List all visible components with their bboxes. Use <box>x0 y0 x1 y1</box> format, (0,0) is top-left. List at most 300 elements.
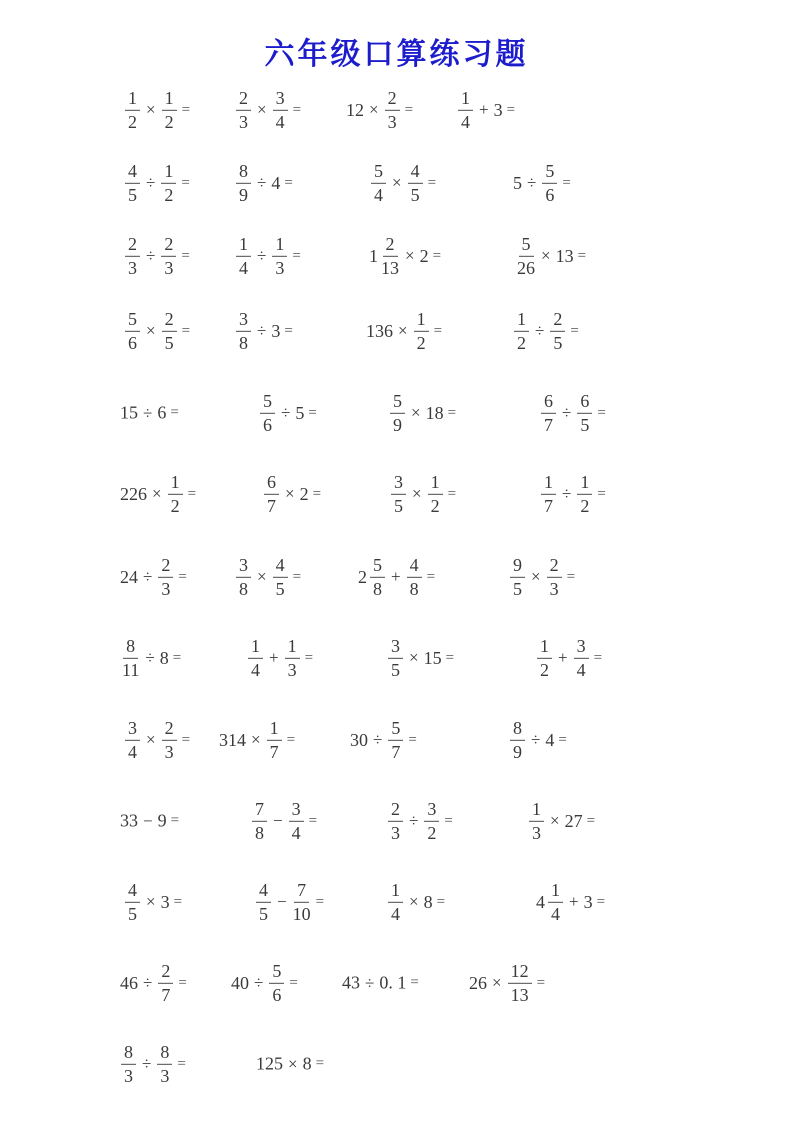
math-problem <box>234 88 301 132</box>
multiply-operator: × <box>531 567 541 586</box>
math-problem <box>389 472 456 516</box>
numerator: 5 <box>390 391 405 414</box>
math-problem <box>234 309 293 353</box>
math-problem <box>230 961 298 1005</box>
denominator: 4 <box>275 111 285 132</box>
equals-sign: = <box>597 404 606 421</box>
divide-operator: ÷ <box>409 811 419 830</box>
equals-sign: = <box>284 174 293 191</box>
number: 5 <box>513 172 522 193</box>
fraction <box>158 961 173 1005</box>
equals-sign: = <box>312 485 322 502</box>
math-problem <box>456 88 515 132</box>
number: 46 <box>120 972 138 993</box>
numerator: 6 <box>264 472 279 495</box>
math-problem <box>250 799 317 843</box>
numerator: 5 <box>388 718 403 741</box>
numerator: 4 <box>408 161 423 184</box>
multiply-operator: × <box>392 173 402 192</box>
divide-operator: ÷ <box>373 730 383 749</box>
numerator: 1 <box>236 234 251 257</box>
equals-sign: = <box>506 101 516 118</box>
multiply-operator: × <box>251 730 261 749</box>
equals-sign: = <box>432 247 442 264</box>
fraction <box>414 309 429 353</box>
equals-sign: = <box>562 174 571 191</box>
equals-sign: = <box>447 485 457 502</box>
equals-sign: = <box>577 247 587 264</box>
numerator: 1 <box>285 636 300 659</box>
number: 27 <box>564 810 583 831</box>
fraction <box>121 1042 136 1086</box>
divide-operator: ÷ <box>562 403 572 422</box>
equals-sign: = <box>177 1055 186 1072</box>
math-problem <box>119 555 187 599</box>
denominator: 5 <box>580 414 590 435</box>
denominator: 4 <box>251 659 260 680</box>
math-problem <box>123 718 190 762</box>
numerator: 2 <box>547 555 562 578</box>
numerator: 2 <box>162 718 177 741</box>
math-problem <box>535 880 605 924</box>
numerator: 1 <box>388 880 403 903</box>
equals-sign: = <box>172 649 182 666</box>
numerator: 1 <box>514 309 529 332</box>
numerator: 4 <box>256 880 271 903</box>
equals-sign: = <box>315 1055 325 1072</box>
denominator: 13 <box>381 257 399 278</box>
fraction <box>236 234 251 278</box>
plus-operator: + <box>391 567 401 586</box>
denominator: 6 <box>263 414 272 435</box>
number: 2 <box>299 483 309 504</box>
fraction <box>510 555 525 599</box>
fraction <box>236 309 251 353</box>
plus-operator: + <box>269 648 279 667</box>
denominator: 5 <box>513 578 522 599</box>
fraction <box>388 636 403 680</box>
numerator: 12 <box>508 961 532 984</box>
fraction <box>273 88 288 132</box>
fraction <box>272 234 287 278</box>
fraction <box>388 718 403 762</box>
denominator: 8 <box>255 822 264 843</box>
numerator: 1 <box>529 799 544 822</box>
denominator: 10 <box>292 903 311 924</box>
equals-sign: = <box>433 322 443 339</box>
denominator: 13 <box>510 984 529 1005</box>
fraction <box>428 472 443 516</box>
multiply-operator: × <box>152 484 162 503</box>
denominator: 3 <box>549 578 559 599</box>
numerator: 8 <box>236 161 251 184</box>
multiply-operator: × <box>369 100 379 119</box>
number: 3 <box>160 891 170 912</box>
equals-sign: = <box>170 812 180 829</box>
number: 15 <box>120 402 138 423</box>
denominator: 5 <box>128 903 137 924</box>
numerator: 3 <box>236 555 251 578</box>
math-problem <box>369 161 436 205</box>
denominator: 9 <box>513 741 522 762</box>
numerator: 8 <box>157 1042 172 1065</box>
numerator: 6 <box>577 391 592 414</box>
divide-operator: ÷ <box>281 403 291 422</box>
number: 226 <box>120 483 147 504</box>
fraction <box>285 636 300 680</box>
multiply-operator: × <box>146 100 156 119</box>
math-problem <box>508 555 575 599</box>
denominator: 5 <box>410 184 420 205</box>
numerator: 4 <box>273 555 288 578</box>
denominator: 3 <box>164 741 174 762</box>
numerator: 5 <box>269 961 284 984</box>
denominator: 3 <box>164 257 174 278</box>
fraction <box>161 161 176 205</box>
numerator: 1 <box>248 636 263 659</box>
denominator: 5 <box>391 659 400 680</box>
fraction <box>371 161 386 205</box>
number: 33 <box>120 810 138 831</box>
divide-operator: ÷ <box>143 973 153 992</box>
multiply-operator: × <box>146 730 156 749</box>
divide-operator: ÷ <box>535 321 545 340</box>
numerator: 1 <box>541 472 556 495</box>
denominator: 3 <box>387 111 397 132</box>
denominator: 4 <box>391 903 400 924</box>
fraction <box>125 161 140 205</box>
denominator: 4 <box>461 111 470 132</box>
worksheet-title: 六年级口算练习题 <box>264 38 529 71</box>
numerator: 3 <box>289 799 304 822</box>
denominator: 5 <box>128 184 137 205</box>
number: 40 <box>231 972 249 993</box>
fraction <box>267 718 282 762</box>
fraction <box>574 636 589 680</box>
numerator: 1 <box>162 88 177 111</box>
fraction <box>542 161 557 205</box>
fraction <box>236 555 251 599</box>
numerator: 1 <box>537 636 552 659</box>
equals-sign: = <box>536 974 546 991</box>
denominator: 26 <box>517 257 535 278</box>
numerator: 2 <box>158 555 173 578</box>
math-problem <box>119 961 187 1005</box>
equals-sign: = <box>289 974 298 991</box>
fraction <box>548 880 563 924</box>
fraction <box>550 309 565 353</box>
denominator: 3 <box>239 111 248 132</box>
equals-sign: = <box>410 974 419 991</box>
math-problem <box>246 636 313 680</box>
mixed-number <box>535 880 565 924</box>
equals-sign: = <box>315 893 325 910</box>
divide-operator: ÷ <box>143 403 153 422</box>
equals-sign: = <box>596 893 606 910</box>
equals-sign: = <box>436 893 446 910</box>
fraction <box>289 799 304 843</box>
denominator: 5 <box>275 578 285 599</box>
math-problem <box>349 718 417 762</box>
divide-operator: ÷ <box>143 567 153 586</box>
fraction <box>514 309 529 353</box>
number: 4 <box>545 729 555 750</box>
math-problem <box>388 391 456 435</box>
denominator: 4 <box>374 184 383 205</box>
math-problem <box>539 391 606 435</box>
fraction <box>252 799 267 843</box>
fraction <box>236 88 251 132</box>
multiply-operator: × <box>405 246 415 265</box>
whole-number: 2 <box>358 566 367 587</box>
minus-operator: − <box>143 811 153 830</box>
equals-sign: = <box>292 101 302 118</box>
fraction <box>391 472 406 516</box>
denominator: 3 <box>532 822 541 843</box>
math-problem <box>123 161 190 205</box>
equals-sign: = <box>427 174 437 191</box>
fraction <box>385 88 400 132</box>
denominator: 2 <box>170 495 180 516</box>
denominator: 2 <box>540 659 549 680</box>
equals-sign: = <box>292 568 302 585</box>
divide-operator: ÷ <box>257 321 267 340</box>
fraction <box>125 234 140 278</box>
denominator: 3 <box>160 1065 170 1086</box>
multiply-operator: × <box>146 892 156 911</box>
denominator: 4 <box>551 903 560 924</box>
numerator: 3 <box>125 718 140 741</box>
fraction <box>157 1042 172 1086</box>
numerator: 6 <box>541 391 556 414</box>
math-problem <box>262 472 321 516</box>
math-problem <box>539 472 606 516</box>
divide-operator: ÷ <box>527 173 537 192</box>
math-problem <box>535 636 602 680</box>
math-problem <box>508 718 567 762</box>
fraction <box>424 799 439 843</box>
math-problem <box>234 234 301 278</box>
math-problem <box>120 636 181 680</box>
denominator: 5 <box>394 495 403 516</box>
numerator: 1 <box>161 161 176 184</box>
denominator: 2 <box>427 822 437 843</box>
denominator: 5 <box>553 332 563 353</box>
equals-sign: = <box>286 731 296 748</box>
fraction <box>541 472 556 516</box>
fraction <box>125 309 140 353</box>
number: 9 <box>157 810 167 831</box>
numerator: 8 <box>121 1042 136 1065</box>
multiply-operator: × <box>409 892 419 911</box>
denominator: 8 <box>239 332 248 353</box>
denominator: 2 <box>580 495 590 516</box>
fraction <box>537 636 552 680</box>
number: 136 <box>366 320 393 341</box>
math-problem <box>512 309 579 353</box>
numerator: 3 <box>391 472 406 495</box>
number: 12 <box>346 99 364 120</box>
denominator: 3 <box>275 257 285 278</box>
number: 3 <box>583 891 593 912</box>
denominator: 2 <box>128 111 137 132</box>
fraction <box>577 472 592 516</box>
number: 30 <box>350 729 368 750</box>
multiply-operator: × <box>398 321 408 340</box>
numerator: 1 <box>267 718 282 741</box>
numerator: 1 <box>414 309 429 332</box>
denominator: 9 <box>239 184 248 205</box>
equals-sign: = <box>187 485 197 502</box>
divide-operator: ÷ <box>365 973 375 992</box>
numerator: 1 <box>548 880 563 903</box>
numerator: 2 <box>236 88 251 111</box>
numerator: 2 <box>550 309 565 332</box>
number: 13 <box>555 245 574 266</box>
numerator: 4 <box>125 161 140 184</box>
numerator: 2 <box>388 799 403 822</box>
fraction <box>273 555 288 599</box>
math-problem <box>386 636 454 680</box>
numerator: 2 <box>385 88 400 111</box>
math-problem <box>119 811 179 832</box>
fraction <box>407 555 422 599</box>
math-problem <box>123 88 190 132</box>
multiply-operator: × <box>492 973 502 992</box>
fraction <box>162 718 177 762</box>
fraction <box>388 799 403 843</box>
math-problem <box>258 391 317 435</box>
math-problem <box>119 1042 186 1086</box>
equals-sign: = <box>308 404 317 421</box>
denominator: 3 <box>128 257 137 278</box>
numerator: 3 <box>574 636 589 659</box>
equals-sign: = <box>426 568 436 585</box>
fraction <box>529 799 544 843</box>
numerator: 2 <box>158 961 173 984</box>
plus-operator: + <box>569 892 579 911</box>
denominator: 3 <box>161 578 171 599</box>
number: 43 <box>342 972 360 993</box>
math-problem <box>365 309 442 353</box>
multiply-operator: × <box>409 648 419 667</box>
plus-operator: + <box>558 648 568 667</box>
multiply-operator: × <box>412 484 422 503</box>
divide-operator: ÷ <box>531 730 541 749</box>
number: 18 <box>425 402 444 423</box>
numerator: 3 <box>388 636 403 659</box>
denominator: 2 <box>517 332 526 353</box>
fraction <box>508 961 532 1005</box>
multiply-operator: × <box>257 100 267 119</box>
fraction <box>260 391 275 435</box>
denominator: 4 <box>128 741 137 762</box>
numerator: 2 <box>161 234 176 257</box>
equals-sign: = <box>181 174 190 191</box>
fraction <box>541 391 556 435</box>
equals-sign: = <box>597 485 606 502</box>
multiply-operator: × <box>146 321 156 340</box>
denominator: 7 <box>161 984 171 1005</box>
math-problem <box>468 961 545 1005</box>
equals-sign: = <box>408 731 417 748</box>
divide-operator: ÷ <box>562 484 572 503</box>
equals-sign: = <box>181 322 191 339</box>
fraction <box>162 309 177 353</box>
fraction <box>122 636 139 680</box>
denominator: 11 <box>122 659 140 680</box>
math-problem <box>123 234 190 278</box>
divide-operator: ÷ <box>142 1054 152 1073</box>
numerator: 2 <box>383 234 398 257</box>
fraction <box>293 880 311 924</box>
divide-operator: ÷ <box>146 173 156 192</box>
equals-sign: = <box>292 247 301 264</box>
numerator: 5 <box>260 391 275 414</box>
equals-sign: = <box>173 893 183 910</box>
denominator: 8 <box>239 578 248 599</box>
equals-sign: = <box>445 649 455 666</box>
number: 8 <box>302 1053 312 1074</box>
number: 24 <box>120 566 138 587</box>
fraction <box>264 472 279 516</box>
equals-sign: = <box>570 322 579 339</box>
denominator: 7 <box>267 495 276 516</box>
numerator: 5 <box>519 234 534 257</box>
denominator: 2 <box>416 332 426 353</box>
equals-sign: = <box>304 649 314 666</box>
equals-sign: = <box>178 974 187 991</box>
equals-sign: = <box>566 568 576 585</box>
fraction <box>256 880 271 924</box>
fraction <box>125 880 140 924</box>
math-problem <box>119 403 179 424</box>
number: 314 <box>219 729 246 750</box>
math-problem <box>234 555 301 599</box>
denominator: 9 <box>393 414 402 435</box>
equals-sign: = <box>586 812 596 829</box>
math-problem <box>254 880 324 924</box>
plus-operator: + <box>479 100 489 119</box>
numerator: 4 <box>125 880 140 903</box>
denominator: 3 <box>124 1065 133 1086</box>
math-problem <box>527 799 595 843</box>
numerator: 1 <box>125 88 140 111</box>
math-problem <box>255 1054 324 1075</box>
denominator: 2 <box>430 495 440 516</box>
fraction <box>408 161 423 205</box>
math-problem <box>345 88 413 132</box>
equals-sign: = <box>444 812 453 829</box>
denominator: 3 <box>391 822 400 843</box>
number: 8 <box>159 647 169 668</box>
math-problem <box>341 973 419 994</box>
multiply-operator: × <box>257 567 267 586</box>
multiply-operator: × <box>541 246 551 265</box>
number: 26 <box>469 972 487 993</box>
denominator: 7 <box>391 741 401 762</box>
math-problem <box>386 880 445 924</box>
divide-operator: ÷ <box>257 246 267 265</box>
fraction <box>517 234 535 278</box>
divide-operator: ÷ <box>146 246 156 265</box>
denominator: 3 <box>287 659 297 680</box>
fraction <box>161 234 176 278</box>
math-problem <box>512 161 571 205</box>
denominator: 4 <box>576 659 586 680</box>
fraction <box>162 88 177 132</box>
number: 5 <box>295 402 305 423</box>
